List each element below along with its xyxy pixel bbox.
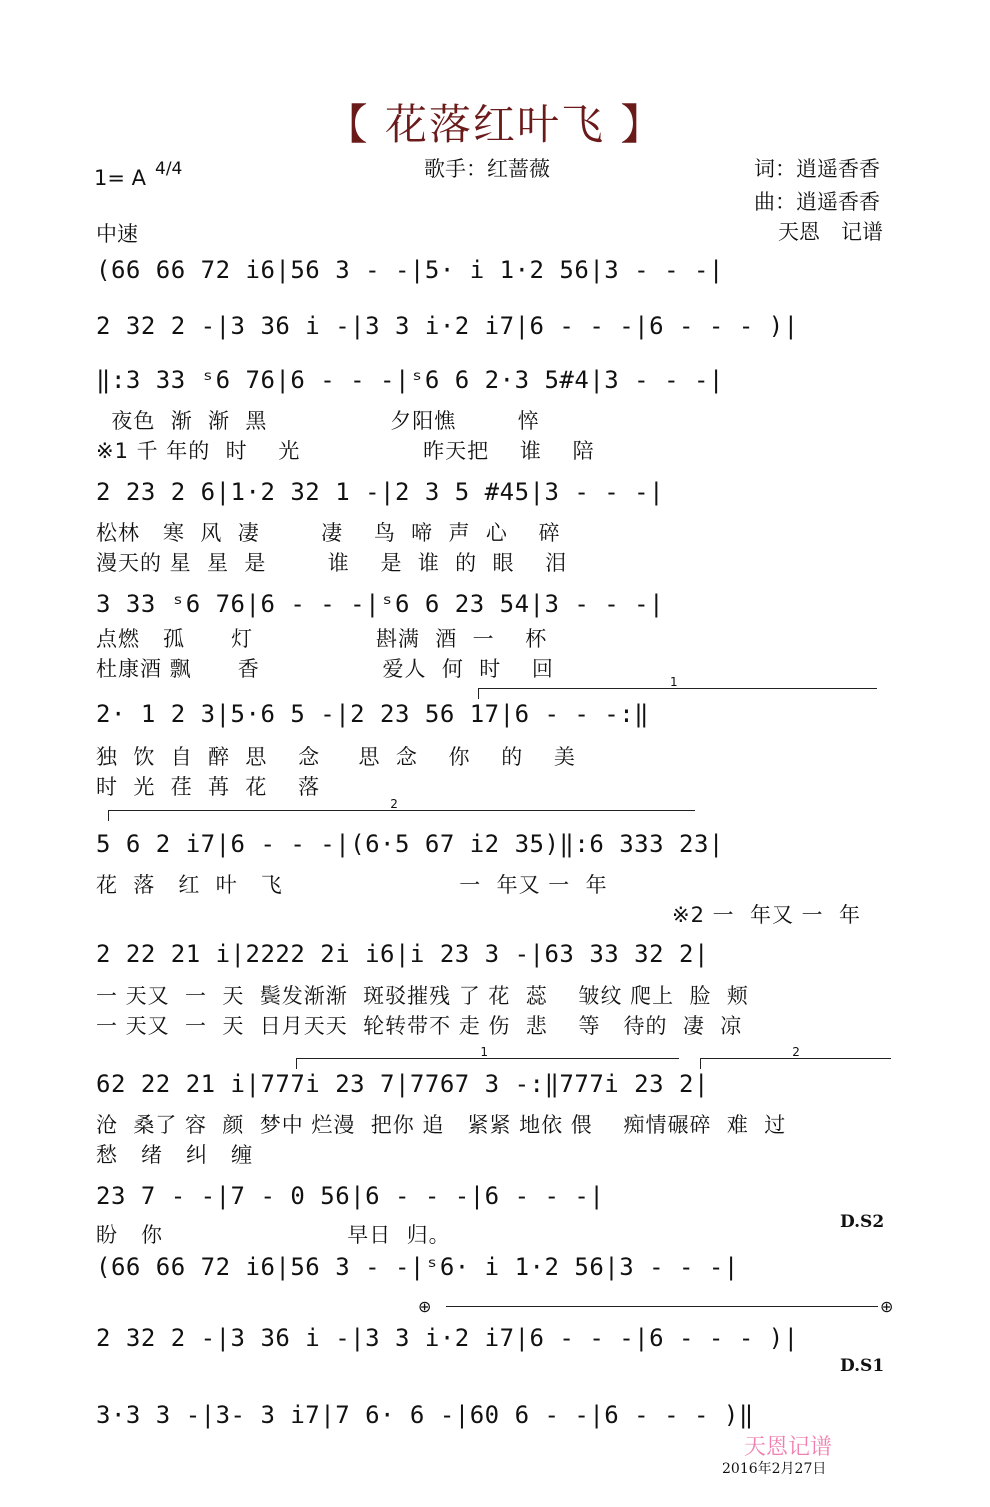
- lyric-line: 漫天的 星 星 是 谁 是 谁 的 眼 泪: [96, 551, 568, 575]
- score-line-7: [96, 830, 896, 870]
- lyric-line: 一 天又 一 天 日月天天 轮转带不 走 伤 悲 等 待的 凄 凉: [96, 1014, 743, 1038]
- lyric-line: 愁 绪 纠 缠: [96, 1143, 254, 1167]
- transcriber-signature: 天恩记谱: [744, 1435, 833, 1460]
- score-line-10: [96, 1182, 896, 1222]
- notation-text: 2 22 21 i|2222 2i i6|i 23 3 -|63 33 32 2|: [96, 940, 709, 968]
- composer: 曲：逍遥香香: [754, 190, 880, 214]
- lyric-line: 盼 你 早日 归。: [96, 1223, 451, 1247]
- notation-text: 62 22 21 i|777i 23 7|7767 3 -:‖777i 23 2|: [96, 1070, 709, 1098]
- volta-bracket-1b: [296, 1045, 679, 1069]
- notation-text: (66 66 72 i6|56 3 - -|ˢ6· i 1·2 56|3 - - -|: [96, 1253, 739, 1281]
- notation-text: 2 32 2 -|3 36 i -|3 3 i·2 i7|6 - - -|6 - - - )|: [96, 312, 799, 340]
- notation-text: 5 6 2 i7|6 - - -|(6·5 67 i2 35)‖:6 333 23|: [96, 830, 724, 858]
- volta-number: 2: [390, 797, 398, 811]
- dal-segno-1: D.S1: [840, 1356, 885, 1376]
- score-line-6: [96, 700, 896, 740]
- score-line-12: [96, 1324, 896, 1364]
- notation-text: (66 66 72 i6|56 3 - -|5· i 1·2 56|3 - - -|: [96, 256, 724, 284]
- volta-number: 1: [670, 675, 678, 689]
- lyric-line: 独 饮 自 醉 思 念 思 念 你 的 美: [96, 745, 576, 769]
- lyric-line: ※1 千 年的 时 光 昨天把 谁 陪: [96, 439, 595, 463]
- lyric-line: 时 光 荏 苒 花 落: [96, 775, 321, 799]
- score-line-11: [96, 1253, 896, 1293]
- score-line-2: [96, 312, 896, 352]
- transcriber: 天恩 记谱: [778, 220, 883, 244]
- volta-bracket-2: [108, 797, 695, 821]
- volta-number: 2: [792, 1045, 800, 1059]
- tempo-marking: 中速: [96, 222, 138, 246]
- key-signature: 1= A: [94, 166, 146, 190]
- song-title: 【 花落红叶飞 】: [325, 100, 665, 149]
- lyric-line: 花 落 红 叶 飞 一 年又 一 年: [96, 873, 608, 897]
- dal-segno-2: D.S2: [840, 1212, 885, 1232]
- lyric-line: 沧 桑了 容 颜 梦中 烂漫 把你 追 紧紧 地依 偎 痴情碾碎 难 过: [96, 1113, 787, 1137]
- notation-text: 2 32 2 -|3 36 i -|3 3 i·2 i7|6 - - -|6 - - - )|: [96, 1324, 799, 1352]
- coda-icon: ⊕: [880, 1297, 894, 1316]
- volta-bracket-1: [478, 675, 877, 699]
- notation-text: 23 7 - -|7 - 0 56|6 - - -|6 - - -|: [96, 1182, 605, 1210]
- lyric-line: 点燃 孤 灯 斟满 酒 一 杯: [96, 627, 548, 651]
- lyric-line: ※2 一 年又 一 年: [672, 903, 862, 927]
- lyric-line: 夜色 渐 渐 黑 夕阳憔 悴: [96, 409, 540, 433]
- score-line-3: [96, 366, 896, 406]
- date-stamp: 2016年2月27日: [722, 1461, 827, 1477]
- notation-text: 3·3 3 -|3- 3 i7|7 6· 6 -|60 6 - -|6 - - - )‖: [96, 1401, 754, 1429]
- score-line-9: [96, 1070, 896, 1110]
- lyricist: 词：逍遥香香: [754, 157, 880, 181]
- singer: 歌手：红蔷薇: [424, 157, 550, 181]
- notation-text: 2· 1 2 3|5·6 5 -|2 23 56 17|6 - - -:‖: [96, 700, 650, 728]
- notation-text: 2 23 2 6|1·2 32 1 -|2 3 5 #45|3 - - -|: [96, 478, 665, 506]
- score-line-1: [96, 256, 896, 296]
- score-line-4: [96, 478, 896, 518]
- coda-line: [446, 1306, 878, 1307]
- lyric-line: 杜康酒 飘 香 爱人 何 时 回: [96, 657, 554, 681]
- volta-bracket-2b: [700, 1045, 891, 1069]
- coda-icon: ⊕: [418, 1297, 432, 1316]
- lyric-line: 松林 寒 风 凄 凄 鸟 啼 声 心 碎: [96, 521, 561, 545]
- volta-number: 1: [480, 1045, 488, 1059]
- score-line-8: [96, 940, 896, 980]
- notation-text: 3 33 ˢ6 76|6 - - -|ˢ6 6 23 54|3 - - -|: [96, 590, 665, 618]
- lyric-line: 一 天又 一 天 鬓发渐渐 斑驳摧残 了 花 蕊 皱纹 爬上 脸 颊: [96, 984, 749, 1008]
- time-signature: 4/4: [155, 159, 183, 179]
- notation-text: ‖:3 33 ˢ6 76|6 - - -|ˢ6 6 2·3 5#4|3 - - -|: [96, 366, 724, 394]
